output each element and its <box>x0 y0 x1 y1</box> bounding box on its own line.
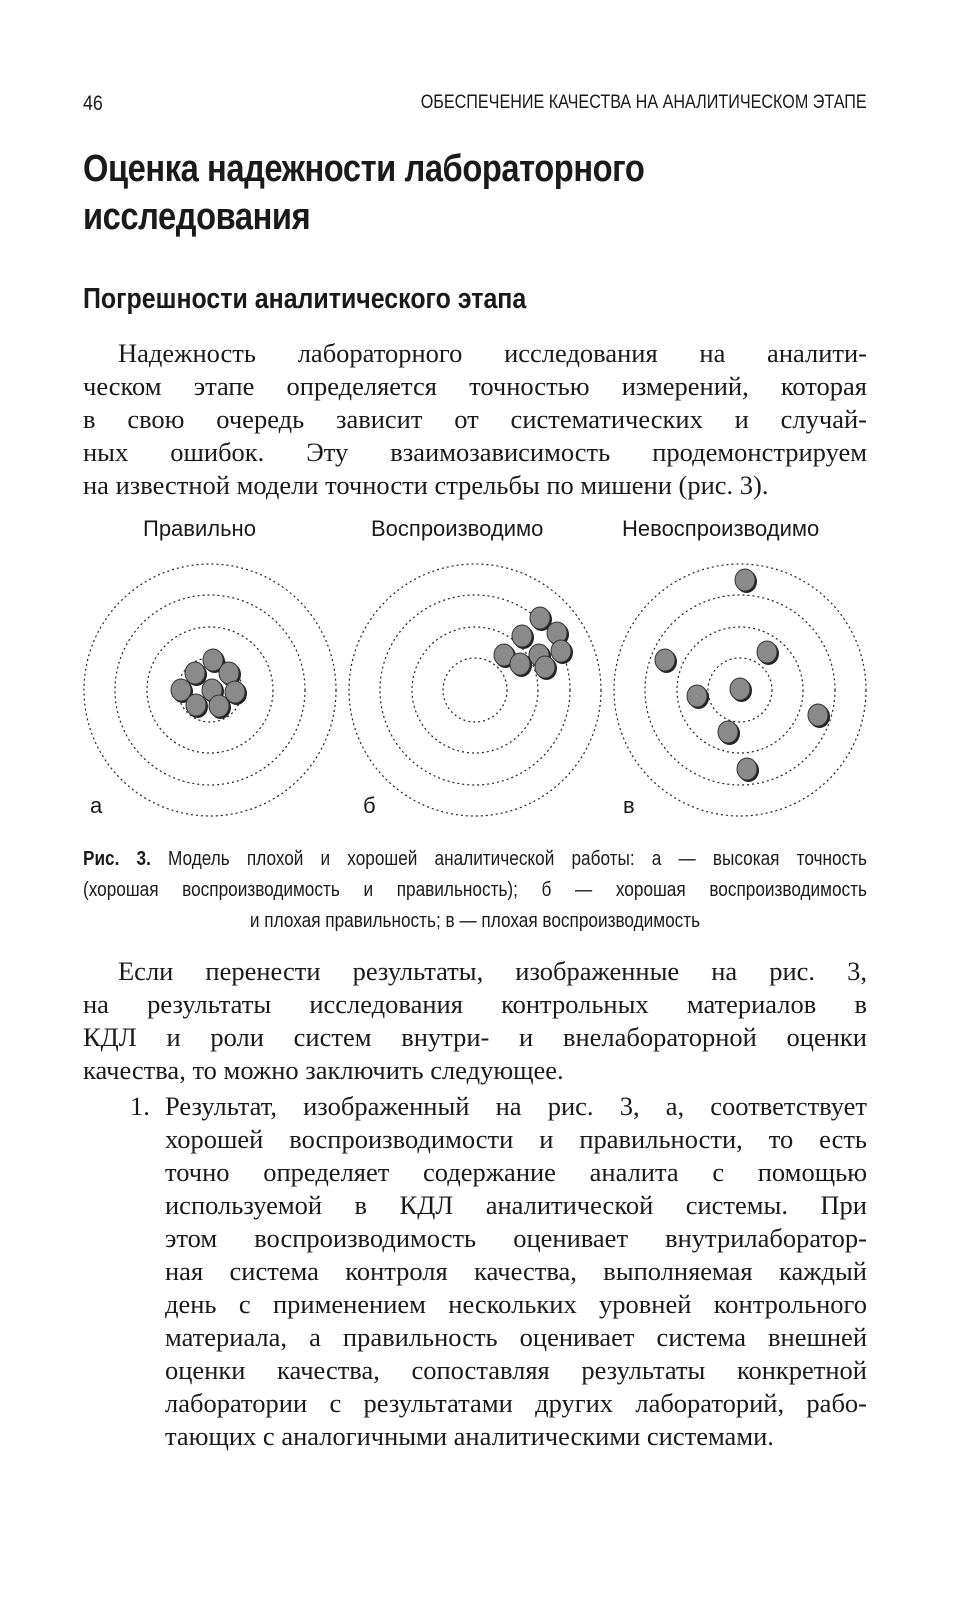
shot-mark <box>687 685 707 707</box>
paragraph-line: Если перенести результаты, изображенные на рис. 3, <box>118 956 867 986</box>
target-ring <box>443 658 507 722</box>
caption-label: Рис. 3. <box>83 848 151 870</box>
paragraph-line: на известной модели точности стрельбы по мишени (рис. 3). <box>83 470 769 500</box>
panel-title-c: Невоспроизводимо <box>622 516 820 541</box>
shot-mark <box>551 640 571 662</box>
shot-mark <box>186 694 206 716</box>
paragraph-line: Надежность лабораторного исследования на аналити- <box>118 338 867 368</box>
shot-mark <box>510 653 530 675</box>
shot-mark <box>535 656 555 678</box>
shot-mark <box>737 758 757 780</box>
shot-mark <box>530 607 550 629</box>
shot-mark <box>185 662 205 684</box>
list-item-line: ная система контроля качества, выполняемая каждый <box>165 1256 867 1286</box>
shot-mark <box>808 704 828 726</box>
list-item-line: используемой в КДЛ аналитической системы. При <box>165 1190 867 1220</box>
paragraph-line: в свою очередь зависит от систематических и случай- <box>83 404 867 434</box>
list-item-line: этом воспроизводимость оценивает внутрилаборатор- <box>165 1223 867 1253</box>
panel-title-a: Правильно <box>143 516 256 541</box>
list-number: 1. <box>130 1091 150 1121</box>
list-item-line: Результат, изображенный на рис. 3, а, соответствует <box>165 1091 867 1121</box>
panel-title-b: Воспроизводимо <box>371 516 544 541</box>
page-number: 46 <box>83 92 103 115</box>
paragraph-line: ческом этапе определяется точностью измерений, которая <box>83 371 867 401</box>
paragraph-line: на результаты исследования контрольных материалов в <box>83 989 867 1019</box>
list-item-line: точно определяет содержание аналита с помощью <box>165 1157 867 1187</box>
panel-letter-c: в <box>623 793 635 818</box>
list-item-line: тающих с аналогичными аналитическими системами. <box>165 1421 774 1451</box>
figure-caption-line: и плохая правильность; в — плохая воспроизводимость <box>249 910 701 932</box>
shot-mark <box>757 641 777 663</box>
paragraph-line: КДЛ и роли систем внутри- и внелабораторной оценки <box>83 1022 867 1052</box>
list-item-line: материала, а правильность оценивает система внешней <box>165 1322 867 1352</box>
shot-mark <box>730 678 750 700</box>
shot-mark <box>209 695 229 717</box>
shot-mark <box>718 721 738 743</box>
shot-mark <box>735 569 755 591</box>
figure-caption-line: (хорошая воспроизводимость и правильность); б — хорошая воспроизводимость <box>83 879 867 901</box>
panel-letter-a: а <box>90 793 103 818</box>
running-head: ОБЕСПЕЧЕНИЕ КАЧЕСТВА НА АНАЛИТИЧЕСКОМ ЭТАПЕ <box>421 92 867 113</box>
shot-mark <box>655 649 675 671</box>
list-item-line: день с применением нескольких уровней контрольного <box>165 1289 867 1319</box>
target-ring <box>349 564 601 816</box>
chapter-title-line: Оценка надежности лабораторного <box>83 148 645 190</box>
list-item-line: оценки качества, сопоставляя результаты конкретной <box>165 1355 867 1385</box>
figure-caption-line <box>83 844 867 875</box>
shot-mark <box>512 625 532 647</box>
paragraph-line: ных ошибок. Эту взаимозависимость продемонстрируем <box>83 437 867 467</box>
list-item-line: лаборатории с результатами других лабораторий, рабо- <box>165 1388 867 1418</box>
paragraph-line: качества, то можно заключить следующее. <box>83 1055 564 1085</box>
section-title: Погрешности аналитического этапа <box>83 283 527 315</box>
panel-letter-b: б <box>363 793 376 818</box>
chapter-title-line: исследования <box>83 196 311 238</box>
list-item-line: хорошей воспроизводимости и правильности, то есть <box>165 1124 867 1154</box>
caption-text: Модель плохой и хорошей аналитической работы: а — высокая точность <box>168 848 867 870</box>
